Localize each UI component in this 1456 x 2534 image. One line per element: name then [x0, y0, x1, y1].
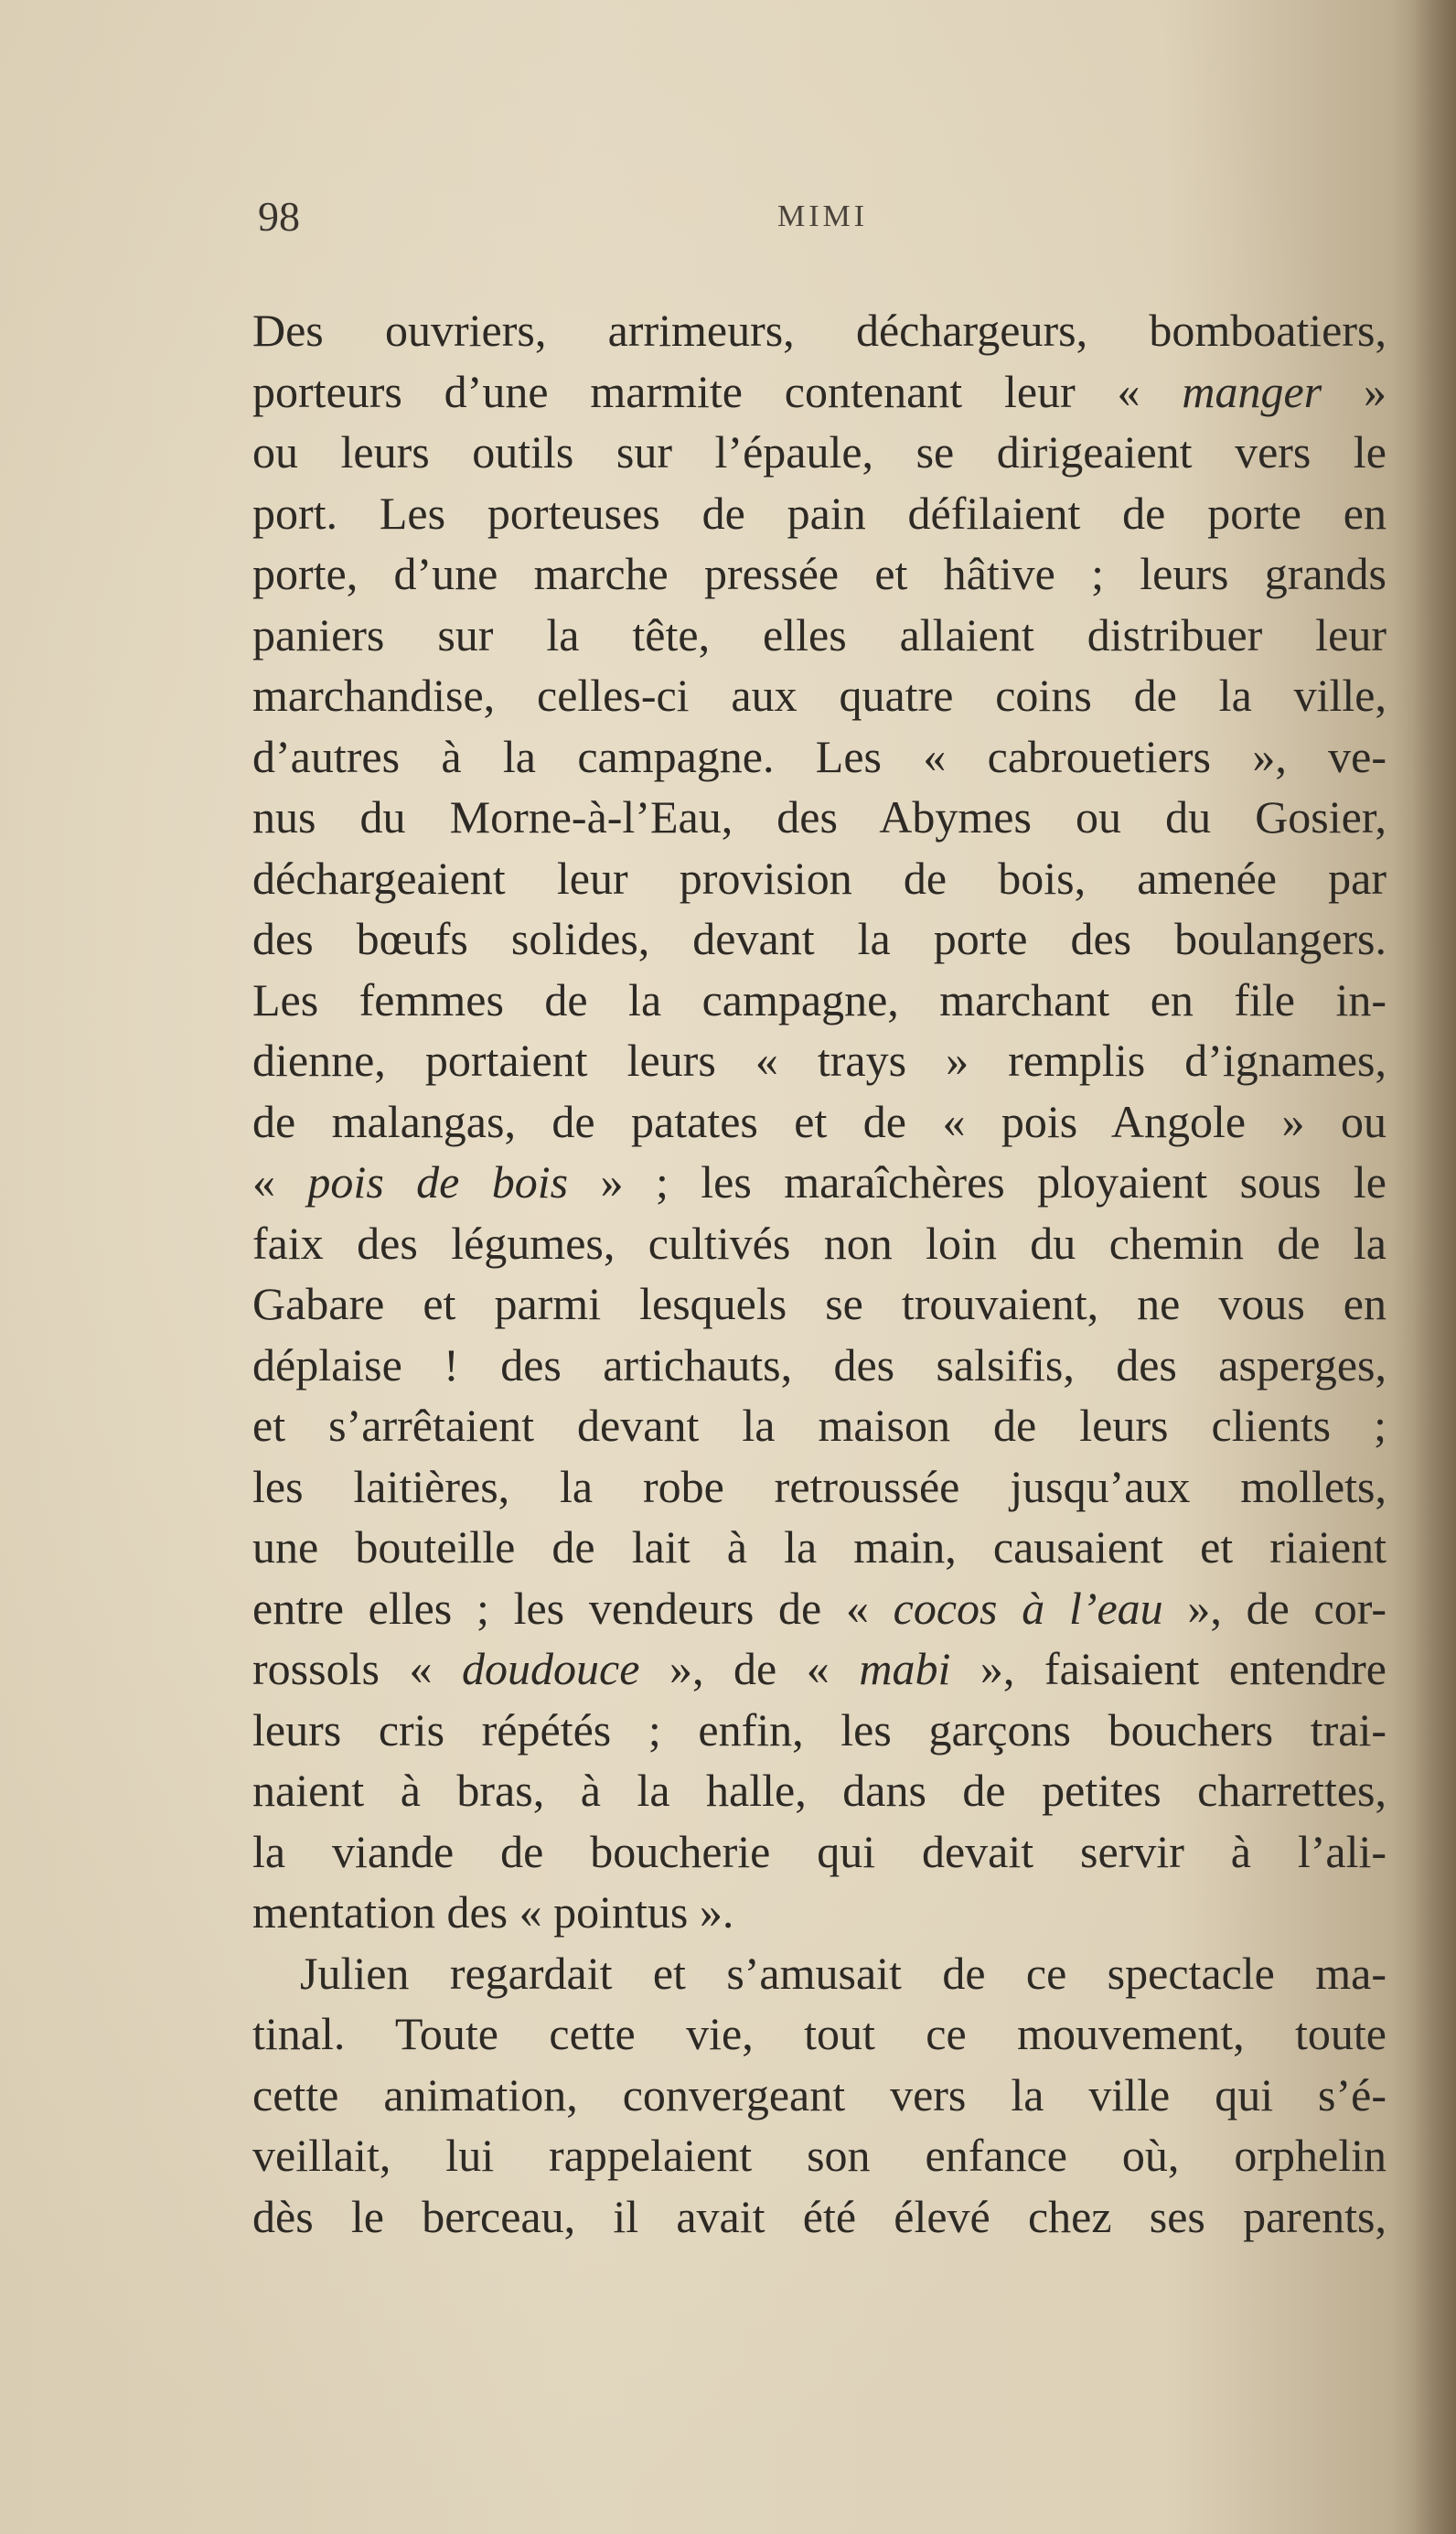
text-line: porte, d’une marche pressée et hâtive ; leurs grands: [252, 548, 1386, 599]
text-line: Des ouvriers, arrimeurs, déchargeurs, bomboatiers,: [252, 305, 1386, 356]
paragraph-first-line: Julien regardait et s’amusait de ce spectacle ma-: [300, 1947, 1386, 1999]
body-text: [252, 300, 1386, 2247]
text-line: Les femmes de la campagne, marchant en file in-: [252, 973, 1386, 1025]
text-line: déplaise ! des artichauts, des salsifis, des asperges,: [252, 1338, 1386, 1390]
text-line: de malangas, de patates et de « pois Angole » ou: [252, 1095, 1386, 1147]
running-head: MIMI: [777, 199, 869, 233]
text-line: naient à bras, à la halle, dans de petites charrettes,: [252, 1765, 1386, 1816]
text-line: dès le berceau, il avait été élevé chez ses parents,: [252, 2190, 1386, 2242]
text-line: tinal. Toute cette vie, tout ce mouvement, toute: [252, 2008, 1386, 2059]
page-edge-shadow: [1392, 0, 1456, 2534]
text-line: et s’arrêtaient devant la maison de leurs clients ;: [252, 1400, 1386, 1451]
page-header: [258, 192, 1392, 247]
text-line: la viande de boucherie qui devait servir à l’ali-: [252, 1825, 1386, 1877]
text-line: porteurs d’une marmite contenant leur « manger »: [252, 365, 1386, 417]
text-line: dienne, portaient leurs « trays » remplis d’ignames,: [252, 1035, 1386, 1086]
page-number: 98: [258, 193, 300, 240]
text-line: ou leurs outils sur l’épaule, se dirigeaient vers le: [252, 426, 1386, 478]
text-line: déchargeaient leur provision de bois, amenée par: [252, 852, 1386, 904]
text-line: des bœufs solides, devant la porte des boulangers.: [252, 913, 1386, 964]
text-line: paniers sur la tête, elles allaient distribuer leur: [252, 608, 1386, 660]
text-line: les laitières, la robe retroussée jusqu’aux mollets,: [252, 1460, 1386, 1512]
text-line: veillait, lui rappelaient son enfance où, orphelin: [252, 2130, 1386, 2181]
text-line: marchandise, celles-ci aux quatre coins de la ville,: [252, 670, 1386, 721]
text-line: d’autres à la campagne. Les « cabrouetiers », ve-: [252, 730, 1386, 782]
text-line: rossols « doudouce », de « mabi », faisaient entendre: [252, 1643, 1386, 1694]
text-line: cette animation, convergeant vers la ville qui s’é-: [252, 2068, 1386, 2121]
text-line: nus du Morne-à-l’Eau, des Abymes ou du Gosier,: [252, 791, 1386, 843]
text-line: faix des légumes, cultivés non loin du chemin de la: [252, 1217, 1386, 1269]
text-line: une bouteille de lait à la main, causaient et riaient: [252, 1521, 1386, 1573]
text-line: « pois de bois » ; les maraîchères ployaient sous le: [252, 1156, 1386, 1208]
text-line: entre elles ; les vendeurs de « cocos à l’eau », de cor-: [252, 1582, 1386, 1634]
text-line: leurs cris répétés ; enfin, les garçons bouchers trai-: [252, 1703, 1386, 1756]
paragraph-last-line: mentation des « pointus ».: [252, 1886, 734, 1938]
text-line: Gabare et parmi lesquels se trouvaient, ne vous en: [252, 1278, 1386, 1329]
text-line: port. Les porteuses de pain défilaient de porte en: [252, 487, 1386, 539]
